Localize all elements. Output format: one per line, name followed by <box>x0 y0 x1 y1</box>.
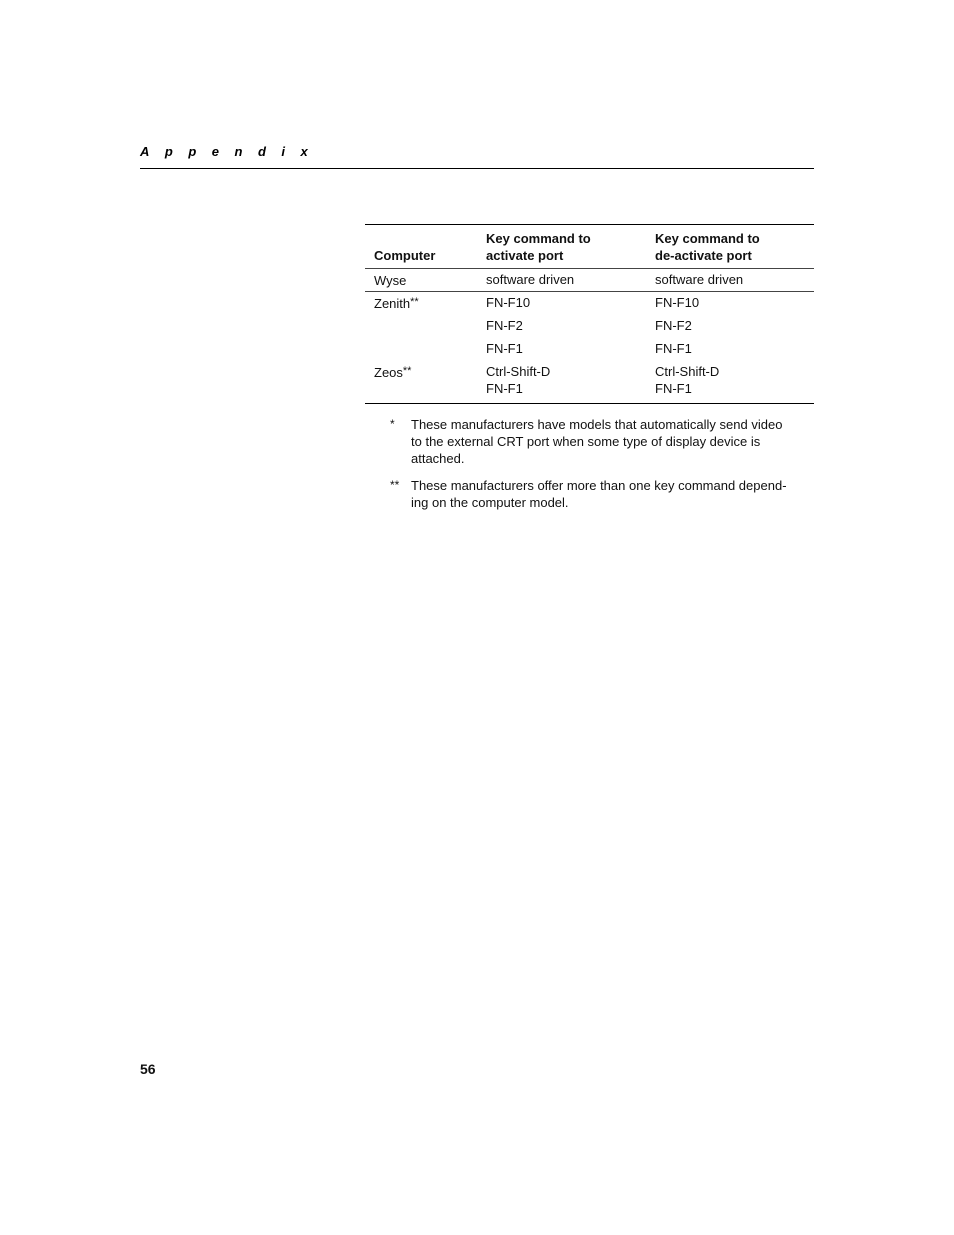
footnote-line: ing on the computer model. <box>411 495 569 510</box>
cell-activate-line: FN-F1 <box>486 381 523 396</box>
cell-deactivate: FN-F10 <box>655 295 700 310</box>
port-command-table <box>365 224 814 404</box>
computer-name: Zenith <box>374 296 411 311</box>
col-header-deactivate <box>655 230 760 264</box>
footnote <box>390 416 810 467</box>
cell-deactivate-line: FN-F1 <box>655 381 692 396</box>
cell-activate: FN-F10 <box>486 295 531 310</box>
footnote-line: These manufacturers have models that automatically send video <box>411 417 783 432</box>
footnote-line: attached. <box>411 451 465 466</box>
cell-computer <box>374 363 411 381</box>
col-header-deactivate-line: Key command to <box>655 231 760 246</box>
cell-computer <box>374 294 419 312</box>
footnote-mark: ** <box>390 478 400 492</box>
cell-activate-line: Ctrl-Shift-D <box>486 364 551 379</box>
table-row <box>365 315 814 338</box>
col-header-activate-line: activate port <box>486 248 564 263</box>
cell-activate: FN-F2 <box>486 318 523 333</box>
footnotes <box>390 416 810 521</box>
cell-deactivate: FN-F1 <box>655 341 692 356</box>
footnote-mark: * <box>390 417 395 431</box>
col-header-activate-line: Key command to <box>486 231 591 246</box>
cell-deactivate-line: Ctrl-Shift-D <box>655 364 720 379</box>
footnote-line: to the external CRT port when some type of display device is <box>411 434 761 449</box>
header-rule <box>140 168 814 169</box>
computer-name: Zeos <box>374 365 403 380</box>
page-number: 56 <box>140 1061 156 1077</box>
table-row <box>365 292 814 315</box>
col-header-deactivate-line: de-activate port <box>655 248 752 263</box>
table-bottom-rule <box>365 403 814 404</box>
col-header-computer: Computer <box>374 248 436 263</box>
cell-deactivate <box>655 363 719 397</box>
cell-deactivate: FN-F2 <box>655 318 692 333</box>
footnote <box>390 477 810 511</box>
cell-activate <box>486 363 550 397</box>
table-row <box>365 362 814 403</box>
footnote-ref: ** <box>402 365 412 377</box>
footnote-line: These manufacturers offer more than one key command depend- <box>411 478 787 493</box>
footnote-ref: ** <box>410 296 419 308</box>
cell-computer <box>374 271 406 289</box>
table-header-row <box>365 225 814 268</box>
running-head: Appendix <box>140 144 324 159</box>
cell-activate: software driven <box>486 272 575 287</box>
computer-name: Wyse <box>374 273 407 288</box>
table-row <box>365 269 814 291</box>
cell-activate: FN-F1 <box>486 341 523 356</box>
col-header-activate <box>486 230 591 264</box>
cell-deactivate: software driven <box>655 272 744 287</box>
table-row <box>365 338 814 362</box>
